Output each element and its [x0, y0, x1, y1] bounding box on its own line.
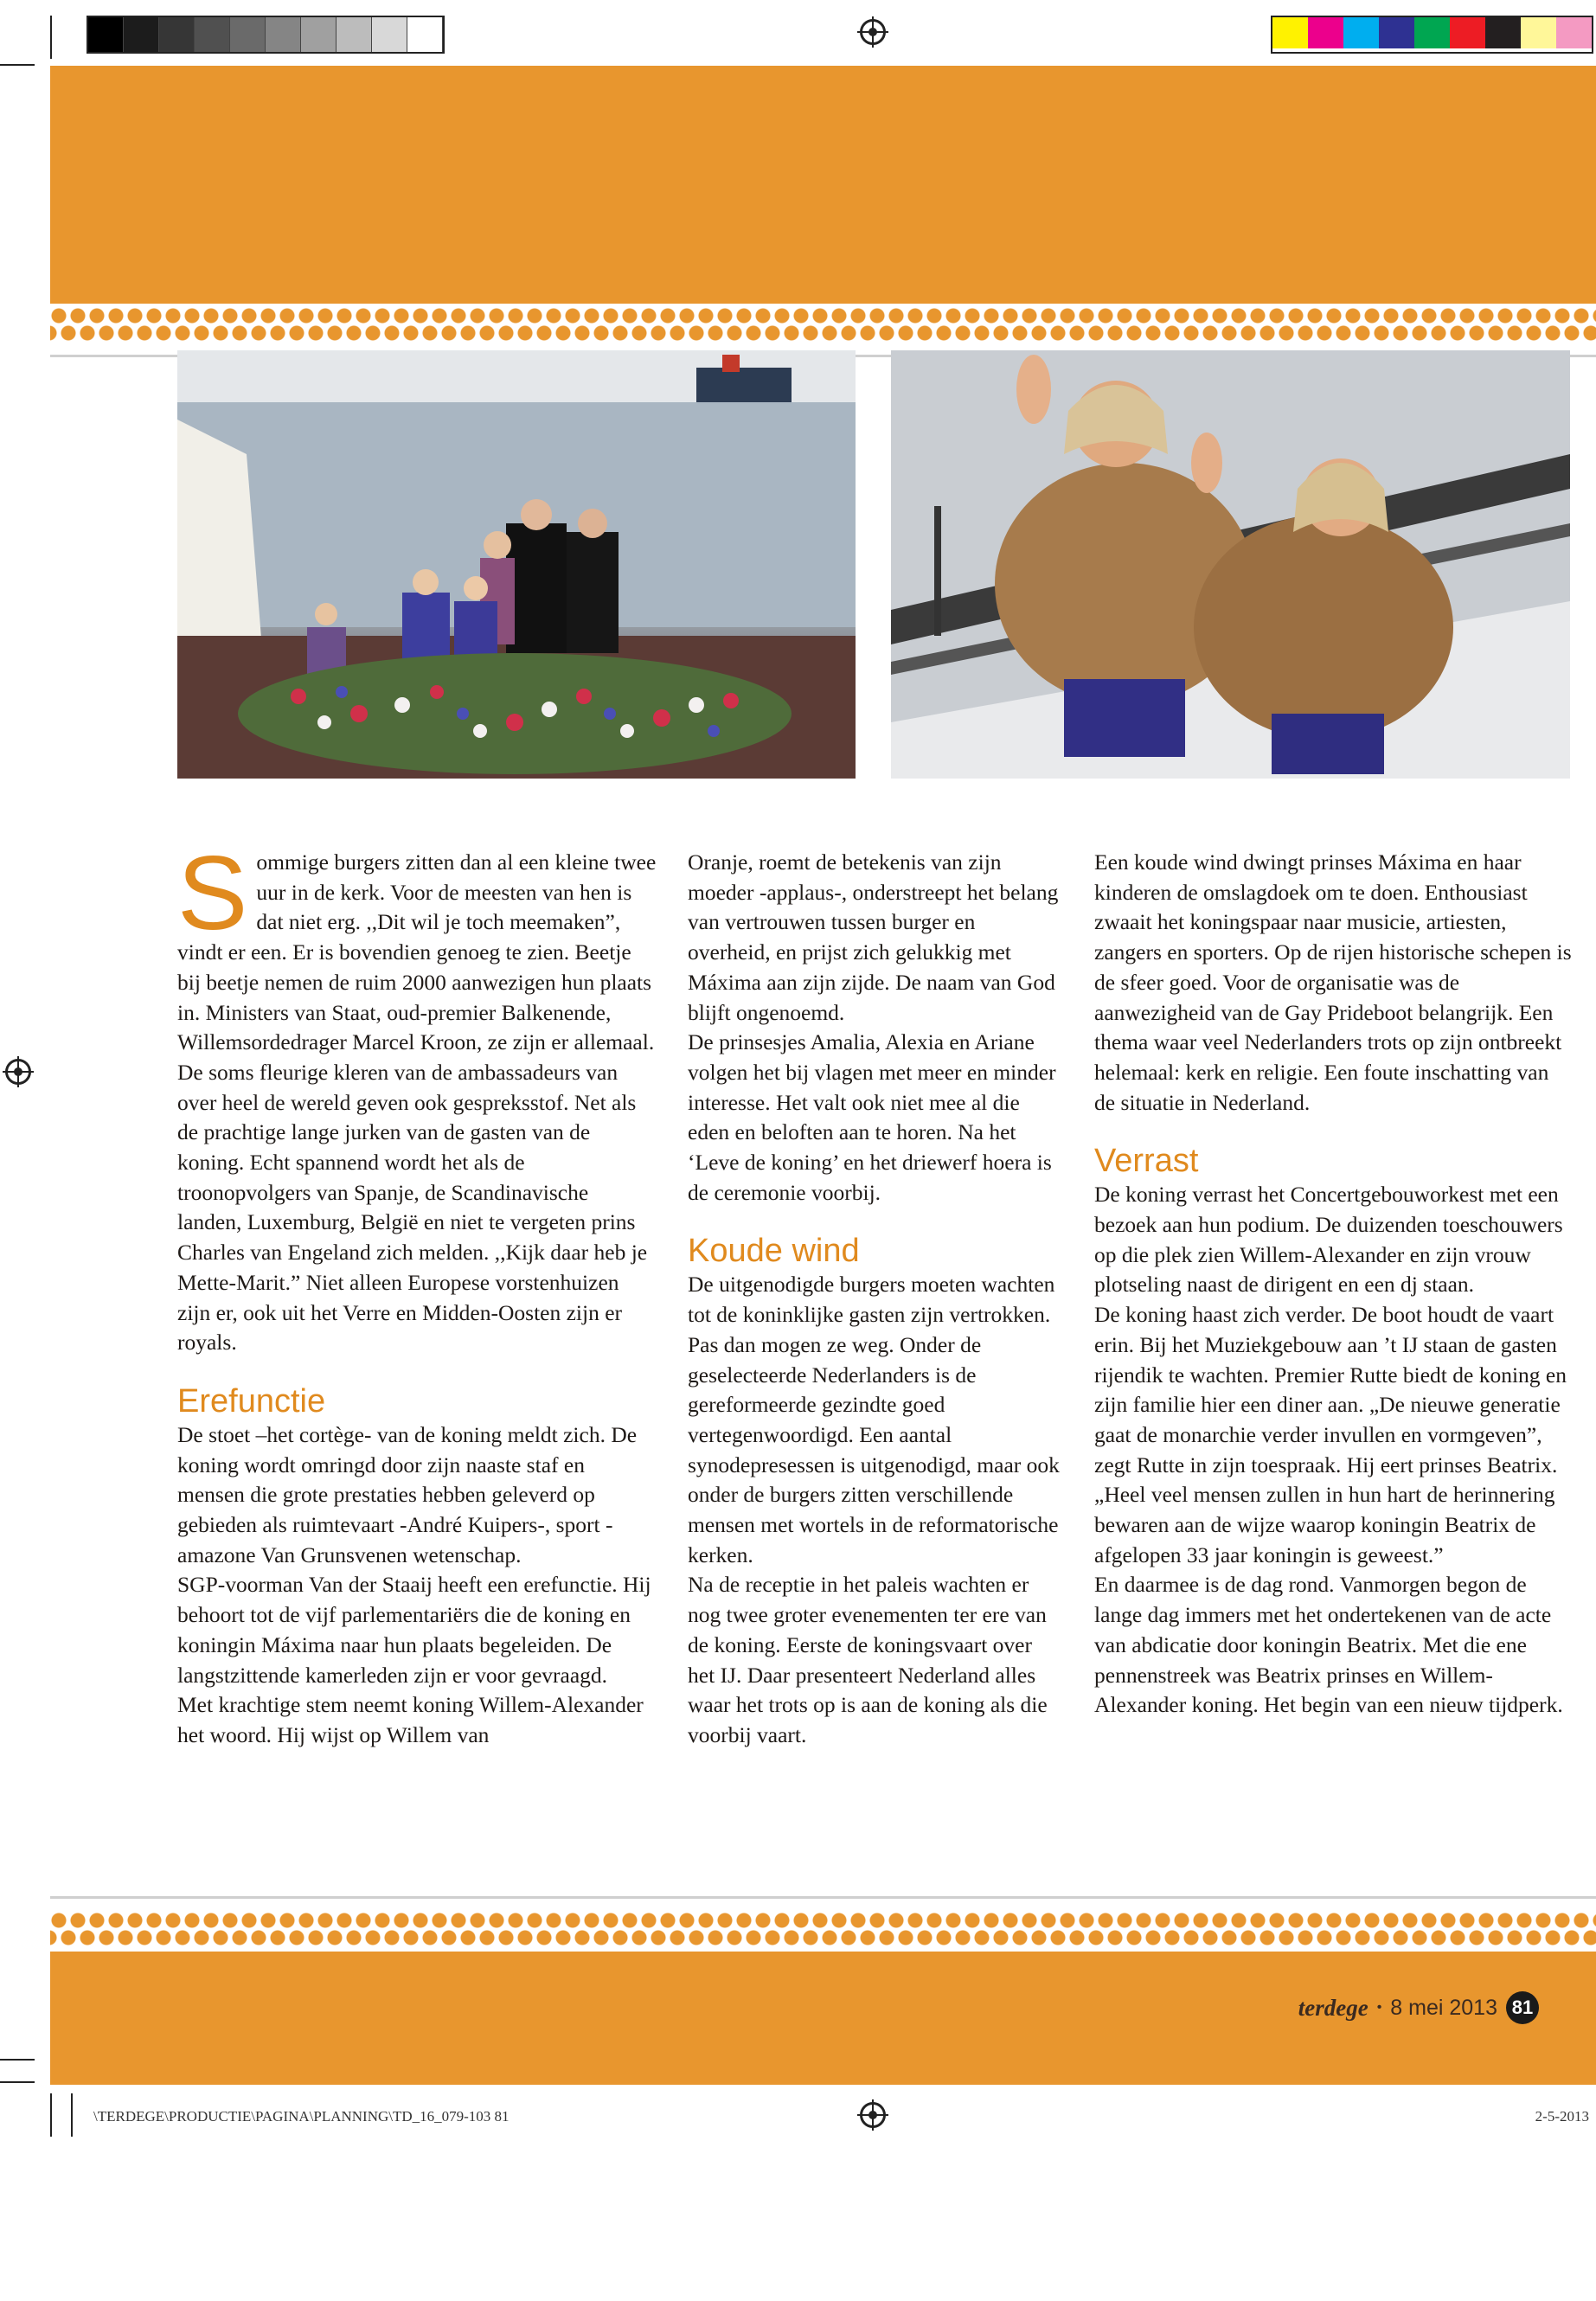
gray-swatch [337, 17, 372, 52]
gray-swatch [266, 17, 301, 52]
gray-swatch [372, 17, 407, 52]
color-swatch [1450, 17, 1485, 48]
folio [1298, 1991, 1539, 2024]
color-swatch [1308, 17, 1343, 48]
issue-date: 8 mei 2013 [1390, 1995, 1497, 2020]
gray-swatch [301, 17, 337, 52]
section-heading-koude-wind: Koude wind [688, 1233, 860, 1270]
paragraph: Sommige burgers zitten dan al een kleine twee uur in de kerk. Voor de meesten van hen is dat niet erg. ,,Dit wil je toch meemaken”, vindt er een. Er is bovendien genoeg te zien. Beetje bij beetje nemen de ruim 2000 aanwezigen hun plaats in. Ministers van Staat, oud-premier Balkenende, Willemsordedrager Marcel Kroon, ze zijn er allemaal. [177, 834, 657, 1055]
crop-mark [50, 2093, 52, 2137]
gray-swatch [88, 17, 124, 52]
paragraph: Oranje, roemt de betekenis van zijn moeder -applaus-, onderstreept het belang van vertrouwen tussen burger en overheid, en prijst zich gelukkig met Máxima aan zijn zijde. De naam van God blijft ongenoemd. [688, 849, 1059, 1025]
color-swatch [1521, 17, 1556, 48]
paragraph: Na de receptie in het paleis wachten er nog twee groter evenementen ter ere van de koning. Eerste de koningsvaart over het IJ. Daar presenteert Nederland alles waar het trots op is aan de koning als die voorbij vaart. [688, 1572, 1048, 1747]
section-heading-erefunctie: Erefunctie [177, 1382, 326, 1420]
crop-mark [50, 16, 52, 59]
color-swatch [1379, 17, 1414, 48]
magazine-logo: terdege [1298, 1994, 1368, 2021]
color-calibration-bar [1271, 16, 1593, 54]
paragraph: SGP-voorman Van der Staaij heeft een erefunctie. Hij behoort tot de vijf parlementariërs die de koning en koningin Máxima naar hun plaats begeleiden. De langstzittende kamerleden zijn er voor gevraagd. [177, 1572, 651, 1688]
photo-royal-family-boat [177, 350, 856, 779]
crop-mark [0, 2081, 35, 2083]
registration-mark-icon [860, 2102, 886, 2128]
crop-mark [0, 2059, 35, 2061]
article-column-2 [688, 848, 1060, 1751]
crop-mark [71, 2093, 73, 2137]
gray-swatch [230, 17, 266, 52]
gray-swatch [159, 17, 195, 52]
section-heading-verrast: Verrast [1094, 1143, 1199, 1180]
paragraph: De uitgenodigde burgers moeten wachten tot de koninklijke gasten zijn vertrokken. Pas dan mogen ze weg. Onder de geselecteerde Nederlanders is de gereformeerde gezindte goed vertegenwoordigd. Een aantal synodepresessen is uitgenodigd, maar ook onder de burgers zitten verschillende mensen met wortels in de reformatorische kerken. [688, 1272, 1060, 1567]
gray-swatch [124, 17, 159, 52]
slug-path: \TERDEGE\PRODUCTIE\PAGINA\PLANNING\TD_16_079-103 81 [93, 2108, 510, 2125]
color-swatch [1272, 17, 1308, 48]
drop-cap: S [177, 834, 248, 952]
slug-date: 2-5-2013 [1535, 2108, 1589, 2125]
registration-mark-icon [5, 1059, 31, 1085]
registration-mark-icon [860, 19, 886, 45]
paragraph: De koning haast zich verder. De boot houdt de vaart erin. Bij het Muziekgebouw aan ’t IJ staan de gasten rijendik te wachten. Premier Rutte biedt de koning en zijn familie hier een diner aan. „De nieuwe generatie gaat de monarchie verder invullen en vormgeven”, zegt Rutte in zijn toespraak. Hij eert prinses Beatrix. „Heel veel mensen zullen in hun hart de herinnering bewaren aan de wijze waarop koningin Beatrix de afgelopen 33 jaar koningin is geweest.” [1094, 1302, 1567, 1567]
paragraph: En daarmee is de dag rond. Vanmorgen begon de lange dag immers met het ondertekenen van de acte van abdicatie door koningin Beatrix. Met die ene pennenstreek was Beatrix prinses en Willem-Alexander koning. Het begin van een nieuw tijdperk. [1094, 1572, 1563, 1718]
color-swatch [1343, 17, 1379, 48]
page-number: 81 [1506, 1991, 1539, 2024]
divider-line [50, 1896, 1596, 1899]
paragraph: De stoet –het cortège- van de koning meldt zich. De koning wordt omringd door zijn naaste staf en mensen die grote prestaties hebben geleverd op gebieden als ruimtevaart -André Kuipers-, sport -amazone Van Grunsvenen wetenschap. [177, 1421, 638, 1567]
color-swatch [1414, 17, 1450, 48]
gray-calibration-bar [87, 16, 445, 54]
paragraph: De soms fleurige kleren van de ambassadeurs van over heel de wereld geven ook gespreksstof. Net als de prachtige lange jurken van de gasten van de koning. Echt spannend wordt het als de troonopvolgers van Spanje, de Scandinavische landen, Luxemburg, België en niet te vergeten prins Charles van Engeland zich melden. ,,Kijk daar heb je Mette-Marit.” Niet alleen Europese vorstenhuizen zijn er, ook uit het Verre en Midden-Oosten zijn er royals. [177, 1059, 648, 1356]
gray-swatch [407, 17, 443, 52]
paragraph: De koning verrast het Concertgebouworkest met een bezoek aan hun podium. De duizenden toeschouwers op die plek zien Willem-Alexander en zijn vrouw plotseling naast de dirigent en een dj staan. [1094, 1182, 1563, 1298]
crop-mark [0, 64, 35, 66]
dot-border-top [50, 304, 1596, 349]
color-swatch [1556, 17, 1592, 48]
article-column-3 [1094, 848, 1574, 1721]
bullet: • [1376, 2000, 1382, 2015]
gray-swatch [195, 17, 230, 52]
article-column-1 [177, 834, 657, 1751]
paragraph: Een koude wind dwingt prinses Máxima en haar kinderen de omslagdoek om te doen. Enthousiast zwaait het koningspaar naar musicie, artiesten, zangers en sporters. Op de rijen historische schepen is de sfeer goed. Voor de organisatie was de aanwezigheid van de Gay Prideboot belangrijk. Een thema waar veel Nederlanders trots op zijn ontbreekt helemaal: kerk en religie. Een foute inschatting van de situatie in Nederland. [1094, 849, 1572, 1115]
photo-princesses-waving [891, 350, 1570, 779]
paragraph: Met krachtige stem neemt koning Willem-Alexander het woord. Hij wijst op Willem van [177, 1692, 644, 1747]
paragraph: De prinsesjes Amalia, Alexia en Ariane volgen het bij vlagen met meer en minder interesse. Het valt ook niet mee al die eden en beloften aan te horen. Na het ‘Leve de koning’ en het driewerf hoera is de ceremonie voorbij. [688, 1029, 1056, 1205]
dot-border-bottom [50, 1910, 1596, 1952]
header-band [50, 66, 1596, 304]
color-swatch [1485, 17, 1521, 48]
